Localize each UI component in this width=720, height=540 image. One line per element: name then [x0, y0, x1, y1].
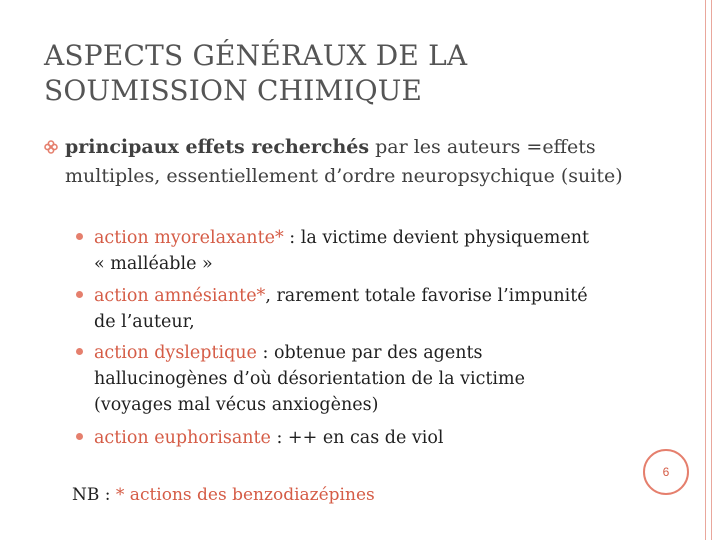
page-number-badge [643, 449, 689, 495]
list-item [76, 425, 596, 451]
bullet-dot-icon [76, 233, 83, 240]
list-item-text [94, 225, 596, 277]
bullet-dot-icon [76, 291, 83, 298]
list-item-text [94, 340, 596, 418]
main-point-bold: principaux effets recherchés [65, 136, 370, 158]
footnote-prefix: NB : [72, 485, 116, 505]
list-item-desc: : obtenue par des agents hallucinogènes d’où désorientation de la victime (voyages mal vécus anxiogènes) [94, 343, 525, 415]
main-point [44, 133, 624, 191]
list-item-desc: : ++ en cas de viol [270, 428, 444, 448]
list-item [76, 283, 596, 335]
main-point-rest: par les auteurs =effets multiples, essentiellement d’ordre neuropsychique (suite) [65, 136, 623, 187]
bullet-dot-icon [76, 348, 83, 355]
list-item-text [94, 283, 596, 335]
bullet-dot-icon [76, 433, 83, 440]
list-item-desc: : la victime devient physiquement « malléable » [94, 228, 590, 274]
list-item [76, 225, 596, 277]
page-number: 6 [662, 465, 670, 479]
list-item-term: action dysleptique [94, 343, 257, 363]
slide-title [44, 38, 644, 108]
flower-bullet-icon [44, 140, 58, 154]
right-border-line-outer [711, 0, 712, 540]
list-item-term: action euphorisante [94, 428, 271, 448]
list-item-term: action amnésiante* [94, 286, 266, 306]
footnote [72, 484, 375, 506]
right-border-line [705, 0, 706, 540]
slide-title-line-2: SOUMISSION CHIMIQUE [44, 74, 423, 107]
list-item-desc: , rarement totale favorise l’impunité de l’auteur, [94, 286, 588, 332]
list-item-text [94, 425, 596, 451]
list-item [76, 340, 596, 418]
main-point-text [65, 133, 624, 191]
footnote-text: * actions des benzodiazépines [115, 485, 375, 505]
list-item-term: action myorelaxante* [94, 228, 284, 248]
slide-title-line-1: ASPECTS GÉNÉRAUX DE LA [44, 39, 468, 72]
